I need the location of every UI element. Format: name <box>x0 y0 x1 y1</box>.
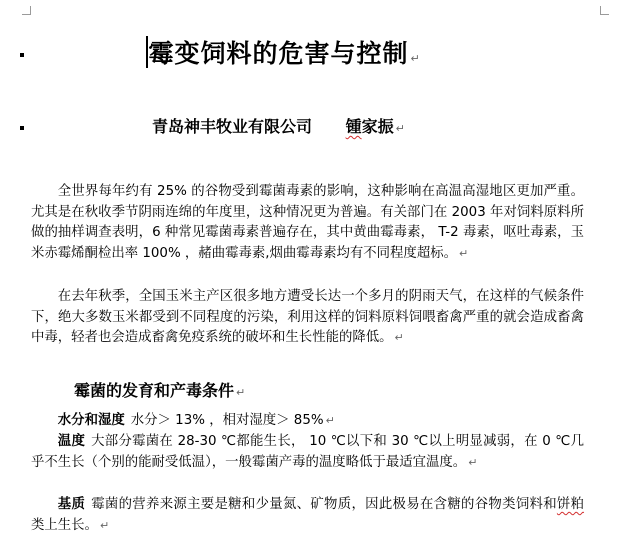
spellcheck-flagged-word: 饼粕 <box>556 497 585 512</box>
title-text: 霉变饲料的危害与控制 <box>148 39 409 68</box>
condition-text: 霉菌的营养来源主要是糖和少量氮、矿物质，因此极易在含糖的谷物类饲料和 <box>91 497 557 512</box>
paragraph-mark: ↵ <box>459 246 469 260</box>
body-paragraph[interactable] <box>31 287 584 349</box>
condition-temperature[interactable] <box>31 431 584 473</box>
author-name-rest: 家振 <box>361 117 394 136</box>
paragraph-text: 全世界每年约有 25% 的谷物受到霉菌毒素的影响，这种影响在高温高湿地区更加严重。尤其是在秋收季节阴雨连绵的年度里，这种情况更为普遍。有关部门在 2003 年对饲料原料所做的抽样调查表明，6 种常见霉菌毒素普遍存在，其中黄曲霉毒素， T-2 毒素，呕吐毒素，玉米赤霉烯酮检出率 100% ，赭曲霉毒素,烟曲霉毒素均有不同程度超标。 <box>31 184 584 261</box>
section-heading-text: 霉菌的发育和产毒条件 <box>74 381 235 400</box>
company-name: 青岛神丰牧业有限公司 <box>152 117 313 136</box>
paragraph-bullet <box>20 53 24 57</box>
paragraph-bullet <box>20 126 24 130</box>
document-title[interactable] <box>146 34 421 70</box>
condition-moisture[interactable] <box>31 410 584 432</box>
byline[interactable] <box>152 114 405 137</box>
paragraph-mark: ↵ <box>394 331 404 345</box>
condition-lead: 温度 <box>57 433 86 449</box>
paragraph-mark: ↵ <box>99 518 110 532</box>
condition-text: 大部分霉菌在 28-30 ℃都能生长， 10 ℃以下和 30 ℃以上明显减弱，在 0 ℃几乎不生长（个别的能耐受低温），一般霉菌产毒的温度略低于最适宜温度。 <box>31 434 584 470</box>
paragraph-text: 在去年秋季，全国玉米主产区很多地方遭受长达一个多月的阴雨天气，在这样的气候条件下，绝大多数玉米都受到不同程度的污染，利用这样的饲料原料饲喂畜禽严重的就会造成畜禽中毒，轻者也会造成畜禽免疫系统的破坏和生长性能的降低。 <box>31 289 584 346</box>
author-name <box>346 117 394 136</box>
section-heading[interactable] <box>74 378 245 401</box>
paragraph-mark: ↵ <box>236 386 246 399</box>
condition-lead: 水分和湿度 <box>57 412 125 428</box>
condition-substrate[interactable] <box>31 494 584 536</box>
condition-lead: 基质 <box>57 496 86 512</box>
author-name-flagged: 锺 <box>345 117 362 136</box>
condition-text-end: 类上生长。 <box>31 517 98 533</box>
body-paragraph[interactable] <box>31 182 584 264</box>
paragraph-mark: ↵ <box>395 122 405 135</box>
page-corner-mark <box>22 6 31 15</box>
condition-text: 水分＞ 13% ，相对湿度＞ 85% <box>130 413 324 428</box>
paragraph-mark: ↵ <box>325 414 335 427</box>
paragraph-mark: ↵ <box>468 455 478 469</box>
paragraph-mark: ↵ <box>410 52 421 65</box>
page-corner-mark <box>600 6 609 15</box>
text-cursor <box>146 36 148 68</box>
